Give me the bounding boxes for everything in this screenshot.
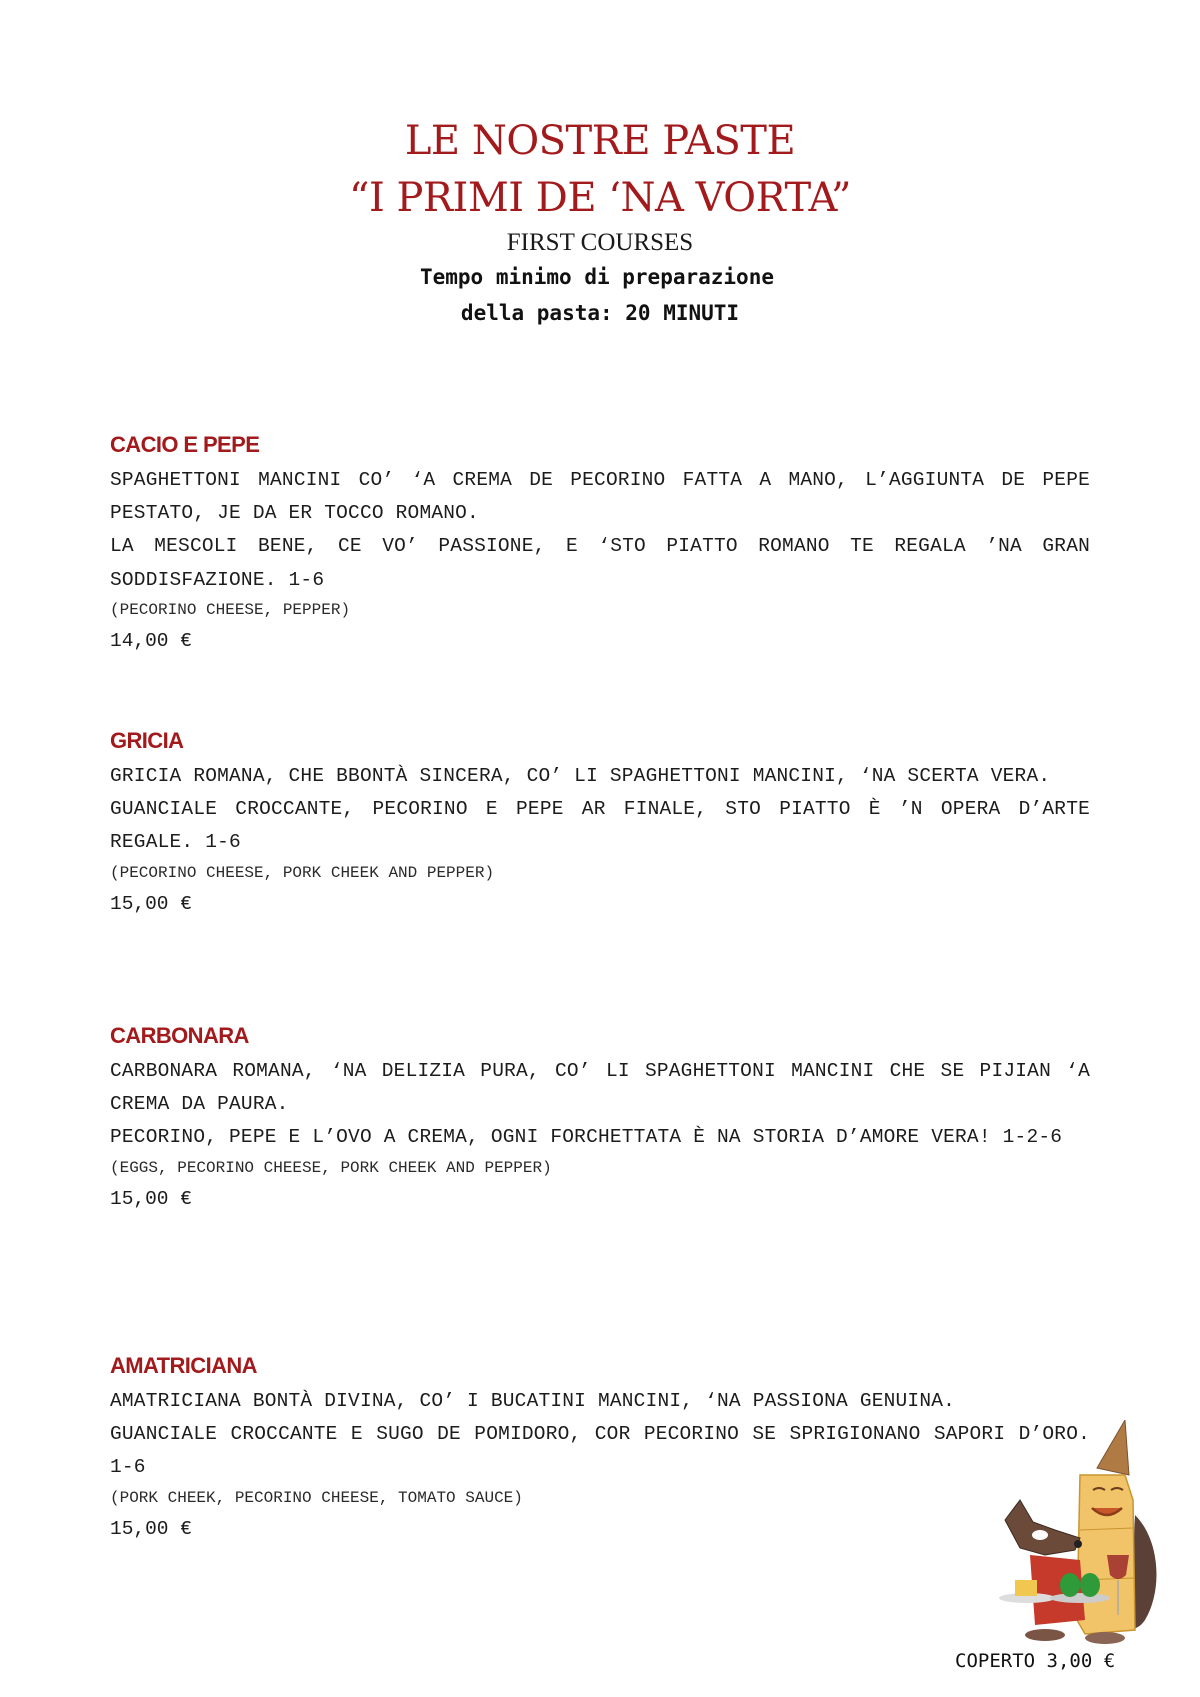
dish-description bbox=[110, 464, 1090, 597]
dish-name: CARBONARA bbox=[110, 1023, 249, 1048]
dish-allergens: (EGGS, PECORINO CHEESE, PORK CHEEK AND PEPPER) bbox=[110, 1158, 552, 1177]
dish-name: GRICIA bbox=[110, 728, 184, 753]
dish-description-paragraph: AMATRICIANA BONTÀ DIVINA, CO’ I BUCATINI MANCINI, ‘NA PASSIONA GENUINA. bbox=[110, 1390, 956, 1412]
section-label-first-courses: FIRST COURSES bbox=[506, 229, 694, 256]
dish-description-paragraph: SPAGHETTONI MANCINI CO’ ‘A CREMA DE PECORINO FATTA A MANO, L’AGGIUNTA DE PEPE PESTATO, JE DA ER TOCCO ROMANO. bbox=[110, 469, 1090, 525]
dish-price: 15,00 € bbox=[110, 1517, 192, 1540]
dish-allergens: (PECORINO CHEESE, PEPPER) bbox=[110, 600, 351, 619]
dish-name: CACIO E PEPE bbox=[110, 432, 260, 457]
dish-cacio-e-pepe bbox=[110, 430, 1090, 658]
dish-description-paragraph: PECORINO, PEPE E L’OVO A CREMA, OGNI FORCHETTATA È NA STORIA D’AMORE VERA! 1-2-6 bbox=[110, 1126, 1063, 1149]
dish-description-paragraph: GRICIA ROMANA, CHE BBONTÀ SINCERA, CO’ LI SPAGHETTONI MANCINI, ‘NA SCERTA VERA. bbox=[110, 765, 1051, 787]
dish-description-paragraph: GUANCIALE CROCCANTE, PECORINO E PEPE AR FINALE, STO PIATTO È ’N OPERA D’ARTE REGALE. 1-6 bbox=[110, 798, 1090, 854]
dish-price: 14,00 € bbox=[110, 629, 192, 652]
dish-description bbox=[110, 1385, 1090, 1485]
dish-price: 15,00 € bbox=[110, 892, 192, 915]
dish-description bbox=[110, 1055, 1090, 1155]
dish-description-paragraph: CARBONARA ROMANA, ‘NA DELIZIA PURA, CO’ LI SPAGHETTONI MANCINI CHE SE PIJIAN ‘A CREMA DA PAURA. bbox=[110, 1060, 1090, 1116]
dish-allergens: (PORK CHEEK, PECORINO CHEESE, TOMATO SAUCE) bbox=[110, 1488, 523, 1507]
dish-gricia bbox=[110, 726, 1090, 921]
menu-subtitle-roman: “I PRIMI DE ‘NA VORTA” bbox=[349, 175, 851, 221]
dish-description-paragraph: LA MESCOLI BENE, CE VO’ PASSIONE, E ‘STO PIATTO ROMANO TE REGALA ’NA GRAN SODDISFAZIONE. 1-6 bbox=[110, 535, 1090, 591]
prep-time-line-2: della pasta: 20 MINUTI bbox=[460, 301, 740, 325]
prep-time-line-1: Tempo minimo di preparazione bbox=[419, 265, 774, 289]
cover-charge: COPERTO 3,00 € bbox=[955, 1650, 1116, 1672]
dish-amatriciana bbox=[110, 1351, 1090, 1546]
wolf-and-cheese-mascot-icon bbox=[985, 1420, 1175, 1650]
dish-description bbox=[110, 760, 1090, 860]
dish-name: AMATRICIANA bbox=[110, 1353, 257, 1378]
dish-description-paragraph: GUANCIALE CROCCANTE E SUGO DE POMIDORO, COR PECORINO SE SPRIGIONANO SAPORI D’ORO. 1-6 bbox=[110, 1423, 1090, 1479]
dish-price: 15,00 € bbox=[110, 1187, 192, 1210]
menu-title: LE NOSTRE PASTE bbox=[404, 118, 796, 164]
dish-carbonara bbox=[110, 1021, 1090, 1216]
dish-allergens: (PECORINO CHEESE, PORK CHEEK AND PEPPER) bbox=[110, 863, 495, 882]
